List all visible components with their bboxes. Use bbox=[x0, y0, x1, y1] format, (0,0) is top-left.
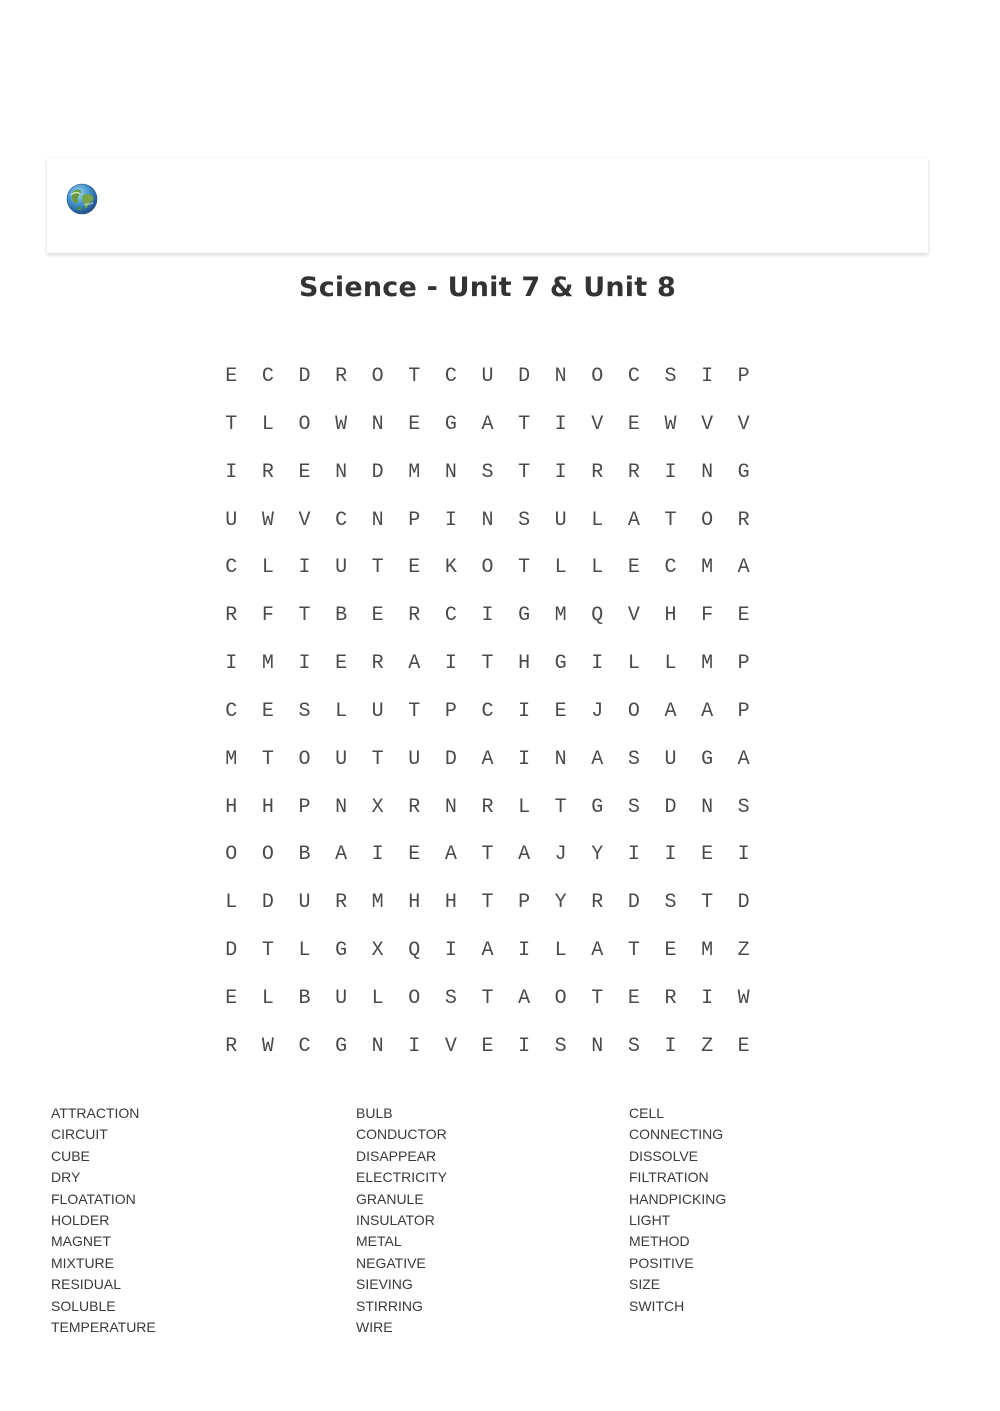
grid-cell[interactable]: T bbox=[408, 365, 421, 388]
grid-cell[interactable]: I bbox=[444, 508, 457, 532]
grid-cell[interactable]: D bbox=[225, 939, 238, 963]
grid-cell[interactable]: G bbox=[701, 747, 714, 771]
grid-cell[interactable]: P bbox=[518, 891, 531, 915]
grid-cell[interactable]: R bbox=[225, 1034, 238, 1058]
grid-cell[interactable]: L bbox=[518, 795, 531, 819]
grid-cell[interactable]: N bbox=[701, 460, 714, 484]
grid-cell[interactable]: T bbox=[298, 604, 311, 628]
grid-cell[interactable]: L bbox=[627, 652, 640, 676]
grid-cell[interactable]: T bbox=[591, 986, 604, 1010]
grid-cell[interactable]: O bbox=[627, 699, 640, 723]
grid-cell[interactable]: B bbox=[298, 843, 311, 867]
grid-cell[interactable]: E bbox=[298, 460, 311, 484]
grid-cell[interactable]: C bbox=[225, 699, 238, 723]
grid-cell[interactable]: I bbox=[701, 986, 714, 1010]
grid-cell[interactable]: V bbox=[298, 508, 311, 532]
word-list-item: CUBE bbox=[51, 1147, 90, 1164]
grid-cell[interactable]: O bbox=[371, 365, 384, 388]
grid-cell[interactable]: U bbox=[335, 986, 348, 1010]
grid-cell[interactable]: L bbox=[335, 699, 348, 723]
grid-cell[interactable]: O bbox=[225, 843, 238, 867]
grid-cell[interactable]: L bbox=[261, 412, 274, 436]
grid-cell[interactable]: W bbox=[664, 412, 677, 436]
grid-cell[interactable]: I bbox=[701, 365, 714, 388]
grid-cell[interactable]: U bbox=[298, 891, 311, 915]
grid-cell[interactable]: O bbox=[408, 986, 421, 1010]
grid-cell[interactable]: L bbox=[554, 939, 567, 963]
grid-cell[interactable]: D bbox=[737, 891, 750, 915]
grid-cell[interactable]: L bbox=[298, 939, 311, 963]
word-list-item: ATTRACTION bbox=[51, 1105, 140, 1121]
grid-cell[interactable]: R bbox=[737, 508, 750, 532]
grid-row bbox=[213, 544, 761, 592]
grid-row bbox=[213, 688, 761, 736]
word-list-item: CONDUCTOR bbox=[356, 1126, 447, 1143]
grid-cell[interactable]: U bbox=[335, 556, 348, 580]
grid-cell[interactable]: Y bbox=[554, 891, 567, 915]
grid-cell[interactable]: C bbox=[444, 604, 457, 628]
grid-cell[interactable]: R bbox=[408, 604, 421, 628]
word-list-item: DISAPPEAR bbox=[356, 1147, 437, 1164]
grid-cell[interactable]: L bbox=[371, 986, 384, 1010]
grid-cell[interactable]: S bbox=[298, 699, 311, 723]
grid-cell[interactable]: W bbox=[737, 986, 750, 1010]
grid-cell[interactable]: M bbox=[225, 747, 238, 771]
grid-cell[interactable]: L bbox=[591, 508, 604, 532]
grid-cell[interactable]: V bbox=[701, 412, 714, 436]
grid-cell[interactable]: R bbox=[664, 986, 677, 1010]
grid-cell[interactable]: D bbox=[371, 460, 384, 484]
grid-row bbox=[213, 401, 761, 449]
grid-cell[interactable]: T bbox=[627, 939, 640, 963]
grid-cell[interactable]: I bbox=[591, 652, 604, 676]
grid-cell[interactable]: S bbox=[481, 460, 494, 484]
grid-cell[interactable]: B bbox=[335, 604, 348, 628]
grid-cell[interactable]: C bbox=[335, 508, 348, 532]
grid-cell[interactable]: S bbox=[664, 365, 677, 388]
word-list-item: HANDPICKING bbox=[629, 1190, 727, 1207]
grid-cell[interactable]: T bbox=[408, 699, 421, 723]
word-list-item: METHOD bbox=[629, 1233, 690, 1250]
grid-cell[interactable]: O bbox=[298, 412, 311, 436]
grid-cell[interactable]: T bbox=[701, 891, 714, 915]
grid-cell[interactable]: N bbox=[371, 508, 384, 532]
word-list-item: DRY bbox=[51, 1169, 81, 1186]
grid-cell[interactable]: R bbox=[261, 460, 274, 484]
grid-cell[interactable]: H bbox=[408, 891, 421, 915]
word-list-item: HOLDER bbox=[51, 1211, 110, 1228]
grid-cell[interactable]: C bbox=[664, 556, 677, 580]
grid-cell[interactable]: E bbox=[408, 412, 421, 436]
grid-row bbox=[213, 927, 761, 975]
word-column bbox=[356, 1103, 447, 1338]
grid-cell[interactable]: N bbox=[444, 460, 457, 484]
globe-icon bbox=[66, 183, 98, 215]
grid-cell[interactable]: D bbox=[261, 891, 274, 915]
word-list-item: CELL bbox=[629, 1105, 665, 1121]
grid-cell[interactable]: N bbox=[444, 795, 457, 819]
grid-cell[interactable]: L bbox=[261, 556, 274, 580]
grid-cell[interactable]: C bbox=[261, 365, 274, 388]
grid-cell[interactable]: P bbox=[737, 652, 750, 676]
grid-cell[interactable]: P bbox=[298, 795, 311, 819]
grid-cell[interactable]: I bbox=[444, 939, 457, 963]
grid-cell[interactable]: T bbox=[481, 652, 494, 676]
grid-cell[interactable]: L bbox=[554, 556, 567, 580]
grid-cell[interactable]: E bbox=[481, 1034, 494, 1058]
grid-cell[interactable]: I bbox=[371, 843, 384, 867]
grid-cell[interactable]: E bbox=[371, 604, 384, 628]
grid-cell[interactable]: R bbox=[627, 460, 640, 484]
grid-cell[interactable]: D bbox=[664, 795, 677, 819]
grid-cell[interactable]: R bbox=[371, 652, 384, 676]
word-list-item: TEMPERATURE bbox=[51, 1318, 156, 1335]
grid-cell[interactable]: A bbox=[701, 699, 714, 723]
grid-cell[interactable]: I bbox=[554, 412, 567, 436]
grid-cell[interactable]: R bbox=[335, 891, 348, 915]
grid-cell[interactable]: P bbox=[408, 508, 421, 532]
grid-cell[interactable]: C bbox=[444, 365, 457, 388]
grid-cell[interactable]: E bbox=[737, 604, 750, 628]
grid-cell[interactable]: E bbox=[554, 699, 567, 723]
grid-cell[interactable]: A bbox=[591, 939, 604, 963]
word-list-item: SIEVING bbox=[356, 1276, 413, 1293]
grid-cell[interactable]: I bbox=[664, 843, 677, 867]
grid-cell[interactable]: V bbox=[591, 412, 604, 436]
grid-cell[interactable]: U bbox=[481, 365, 494, 388]
word-list-item: CONNECTING bbox=[629, 1126, 724, 1143]
grid-cell[interactable]: H bbox=[261, 795, 274, 819]
grid-cell[interactable]: A bbox=[481, 747, 494, 771]
grid-cell[interactable]: Q bbox=[408, 939, 421, 963]
grid-cell[interactable]: S bbox=[627, 747, 640, 771]
grid-cell[interactable]: T bbox=[481, 843, 494, 867]
grid-cell[interactable]: T bbox=[481, 986, 494, 1010]
grid-cell[interactable]: C bbox=[481, 699, 494, 723]
grid-cell[interactable]: J bbox=[554, 843, 567, 867]
grid-cell[interactable]: T bbox=[518, 556, 531, 580]
word-list-item: WIRE bbox=[356, 1318, 393, 1335]
grid-cell[interactable]: C bbox=[627, 365, 640, 388]
grid-cell[interactable]: I bbox=[225, 652, 238, 676]
grid-cell[interactable]: I bbox=[518, 699, 531, 723]
grid-cell[interactable]: I bbox=[664, 1034, 677, 1058]
grid-row bbox=[213, 975, 761, 1023]
grid-row bbox=[213, 879, 761, 927]
grid-cell[interactable]: T bbox=[518, 460, 531, 484]
grid-cell[interactable]: E bbox=[737, 1034, 750, 1058]
grid-cell[interactable]: O bbox=[481, 556, 494, 580]
grid-cell[interactable]: I bbox=[481, 604, 494, 628]
grid-row bbox=[213, 784, 761, 832]
grid-cell[interactable]: U bbox=[335, 747, 348, 771]
page-title: Science - Unit 7 & Unit 8 bbox=[299, 272, 676, 303]
grid-row bbox=[213, 592, 761, 640]
grid-cell[interactable]: E bbox=[664, 939, 677, 963]
word-list-item: STIRRING bbox=[356, 1297, 423, 1314]
grid-cell[interactable]: R bbox=[408, 795, 421, 819]
word-list-item: FLOATATION bbox=[51, 1190, 136, 1207]
grid-cell[interactable]: N bbox=[701, 795, 714, 819]
grid-cell[interactable]: D bbox=[444, 747, 457, 771]
grid-cell[interactable]: N bbox=[371, 1034, 384, 1058]
grid-cell[interactable]: J bbox=[591, 699, 604, 723]
word-list-item: INSULATOR bbox=[356, 1211, 435, 1228]
grid-cell[interactable]: O bbox=[701, 508, 714, 532]
grid-cell[interactable]: M bbox=[554, 604, 567, 628]
grid-cell[interactable]: T bbox=[554, 795, 567, 819]
grid-cell[interactable]: A bbox=[481, 412, 494, 436]
grid-cell[interactable]: U bbox=[408, 747, 421, 771]
grid-cell[interactable]: T bbox=[518, 412, 531, 436]
grid-cell[interactable]: Z bbox=[737, 939, 750, 963]
grid-row bbox=[213, 353, 761, 401]
grid-cell[interactable]: N bbox=[591, 1034, 604, 1058]
grid-cell[interactable]: W bbox=[261, 1034, 274, 1058]
header-card bbox=[47, 158, 928, 253]
grid-cell[interactable]: M bbox=[371, 891, 384, 915]
grid-cell[interactable]: T bbox=[261, 939, 274, 963]
grid-cell[interactable]: H bbox=[518, 652, 531, 676]
grid-cell[interactable]: A bbox=[518, 986, 531, 1010]
grid-cell[interactable]: Z bbox=[701, 1034, 714, 1058]
grid-cell[interactable]: A bbox=[335, 843, 348, 867]
grid-cell[interactable]: F bbox=[261, 604, 274, 628]
grid-cell[interactable]: I bbox=[408, 1034, 421, 1058]
grid-cell[interactable]: F bbox=[701, 604, 714, 628]
grid-cell[interactable]: A bbox=[737, 747, 750, 771]
grid-cell[interactable]: T bbox=[371, 556, 384, 580]
grid-cell[interactable]: M bbox=[701, 556, 714, 580]
grid-cell[interactable]: G bbox=[591, 795, 604, 819]
word-list-item: SIZE bbox=[629, 1276, 661, 1293]
grid-cell[interactable]: E bbox=[627, 412, 640, 436]
word-list-item: GRANULE bbox=[356, 1190, 424, 1207]
grid-cell[interactable]: B bbox=[298, 986, 311, 1010]
grid-cell[interactable]: U bbox=[225, 508, 238, 532]
grid-cell[interactable]: V bbox=[627, 604, 640, 628]
grid-cell[interactable]: T bbox=[261, 747, 274, 771]
grid-cell[interactable]: K bbox=[444, 556, 457, 580]
word-list-item: METAL bbox=[356, 1233, 402, 1250]
grid-cell[interactable]: G bbox=[335, 1034, 348, 1058]
grid-cell[interactable]: L bbox=[261, 986, 274, 1010]
word-list-item: FILTRATION bbox=[629, 1169, 709, 1186]
grid-cell[interactable]: E bbox=[261, 699, 274, 723]
grid-cell[interactable]: M bbox=[408, 460, 421, 484]
grid-cell[interactable]: Y bbox=[591, 843, 604, 867]
grid-cell[interactable]: H bbox=[444, 891, 457, 915]
grid-cell[interactable]: C bbox=[225, 556, 238, 580]
grid-cell[interactable]: A bbox=[591, 747, 604, 771]
grid-cell[interactable]: I bbox=[225, 460, 238, 484]
grid-cell[interactable]: G bbox=[444, 412, 457, 436]
grid-cell[interactable]: A bbox=[627, 508, 640, 532]
word-list-item: CIRCUIT bbox=[51, 1126, 108, 1143]
grid-cell[interactable]: I bbox=[518, 1034, 531, 1058]
grid-cell[interactable]: N bbox=[335, 795, 348, 819]
grid-cell[interactable]: P bbox=[737, 699, 750, 723]
word-list-item: BULB bbox=[356, 1105, 393, 1121]
grid-row bbox=[213, 736, 761, 784]
grid-cell[interactable]: O bbox=[261, 843, 274, 867]
grid-cell[interactable]: C bbox=[298, 1034, 311, 1058]
grid-cell[interactable]: S bbox=[518, 508, 531, 532]
grid-cell[interactable]: A bbox=[481, 939, 494, 963]
grid-cell[interactable]: S bbox=[664, 891, 677, 915]
word-list-item: MAGNET bbox=[51, 1233, 111, 1250]
grid-cell[interactable]: P bbox=[737, 365, 750, 388]
word-list-item: DISSOLVE bbox=[629, 1147, 698, 1164]
grid-cell[interactable]: R bbox=[481, 795, 494, 819]
grid-cell[interactable]: S bbox=[737, 795, 750, 819]
grid-cell[interactable]: Q bbox=[591, 604, 604, 628]
grid-cell[interactable]: X bbox=[371, 795, 384, 819]
grid-cell[interactable]: S bbox=[627, 795, 640, 819]
grid-cell[interactable]: G bbox=[554, 652, 567, 676]
grid-cell[interactable]: H bbox=[664, 604, 677, 628]
grid-cell[interactable]: G bbox=[518, 604, 531, 628]
grid-cell[interactable]: E bbox=[335, 652, 348, 676]
grid-cell[interactable]: E bbox=[225, 365, 238, 388]
grid-cell[interactable]: X bbox=[371, 939, 384, 963]
grid-cell[interactable]: I bbox=[737, 843, 750, 867]
grid-cell[interactable]: N bbox=[335, 460, 348, 484]
grid-cell[interactable]: A bbox=[444, 843, 457, 867]
grid-cell[interactable]: L bbox=[225, 891, 238, 915]
word-list-item: SOLUBLE bbox=[51, 1297, 116, 1314]
grid-cell[interactable]: E bbox=[627, 556, 640, 580]
grid-cell[interactable]: E bbox=[627, 986, 640, 1010]
grid-cell[interactable]: I bbox=[627, 843, 640, 867]
grid-cell[interactable]: M bbox=[701, 652, 714, 676]
grid-cell[interactable]: W bbox=[261, 508, 274, 532]
grid-cell[interactable]: M bbox=[701, 939, 714, 963]
grid-cell[interactable]: V bbox=[444, 1034, 457, 1058]
grid-row bbox=[213, 640, 761, 688]
grid-cell[interactable]: E bbox=[225, 986, 238, 1010]
grid-row bbox=[213, 449, 761, 497]
grid-cell[interactable]: I bbox=[298, 652, 311, 676]
grid-cell[interactable]: I bbox=[298, 556, 311, 580]
grid-cell[interactable]: I bbox=[518, 939, 531, 963]
grid-cell[interactable]: I bbox=[518, 747, 531, 771]
grid-cell[interactable]: R bbox=[225, 604, 238, 628]
grid-cell[interactable]: N bbox=[481, 508, 494, 532]
word-list-item: SWITCH bbox=[629, 1297, 685, 1314]
grid-row bbox=[213, 497, 761, 545]
grid-row bbox=[213, 1023, 761, 1071]
grid-cell[interactable]: U bbox=[554, 508, 567, 532]
grid-cell[interactable]: O bbox=[298, 747, 311, 771]
word-list-item: NEGATIVE bbox=[356, 1254, 426, 1271]
grid-cell[interactable]: L bbox=[591, 556, 604, 580]
grid-cell[interactable]: I bbox=[554, 460, 567, 484]
grid-cell[interactable]: H bbox=[225, 795, 238, 819]
grid-cell[interactable]: M bbox=[261, 652, 274, 676]
grid-cell[interactable]: A bbox=[408, 652, 421, 676]
grid-cell[interactable]: E bbox=[408, 556, 421, 580]
grid-cell[interactable]: E bbox=[701, 843, 714, 867]
grid-cell[interactable]: A bbox=[737, 556, 750, 580]
grid-cell[interactable]: O bbox=[591, 365, 604, 388]
grid-cell[interactable]: N bbox=[371, 412, 384, 436]
grid-cell[interactable]: L bbox=[664, 652, 677, 676]
word-column bbox=[629, 1103, 726, 1317]
grid-cell[interactable]: U bbox=[371, 699, 384, 723]
grid-cell[interactable]: V bbox=[737, 412, 750, 436]
grid-cell[interactable]: R bbox=[591, 460, 604, 484]
grid-cell[interactable]: A bbox=[518, 843, 531, 867]
grid-cell[interactable]: T bbox=[664, 508, 677, 532]
grid-cell[interactable]: R bbox=[591, 891, 604, 915]
grid-cell[interactable]: D bbox=[518, 365, 531, 388]
grid-cell[interactable]: I bbox=[664, 460, 677, 484]
grid-cell[interactable]: R bbox=[335, 365, 348, 388]
grid-cell[interactable]: P bbox=[444, 699, 457, 723]
grid-cell[interactable]: T bbox=[481, 891, 494, 915]
grid-cell[interactable]: O bbox=[554, 986, 567, 1010]
word-list-item: LIGHT bbox=[629, 1211, 671, 1228]
grid-cell[interactable]: N bbox=[554, 365, 567, 388]
grid-cell[interactable]: E bbox=[408, 843, 421, 867]
grid-cell[interactable]: D bbox=[627, 891, 640, 915]
grid-cell[interactable]: D bbox=[298, 365, 311, 388]
grid-cell[interactable]: S bbox=[627, 1034, 640, 1058]
word-list-item: ELECTRICITY bbox=[356, 1169, 448, 1186]
grid-cell[interactable]: S bbox=[554, 1034, 567, 1058]
word-list-item: MIXTURE bbox=[51, 1254, 114, 1271]
grid-cell[interactable]: G bbox=[335, 939, 348, 963]
grid-cell[interactable]: T bbox=[225, 412, 238, 436]
grid-cell[interactable]: T bbox=[371, 747, 384, 771]
grid-cell[interactable]: W bbox=[335, 412, 348, 436]
grid-cell[interactable]: G bbox=[737, 460, 750, 484]
grid-row bbox=[213, 831, 761, 879]
grid-cell[interactable]: N bbox=[554, 747, 567, 771]
word-list-item: POSITIVE bbox=[629, 1254, 694, 1271]
grid-cell[interactable]: I bbox=[444, 652, 457, 676]
grid-cell[interactable]: U bbox=[664, 747, 677, 771]
word-column bbox=[51, 1103, 156, 1338]
grid-cell[interactable]: A bbox=[664, 699, 677, 723]
word-list-item: RESIDUAL bbox=[51, 1276, 122, 1293]
grid-cell[interactable]: S bbox=[444, 986, 457, 1010]
letter-grid bbox=[213, 353, 761, 1071]
